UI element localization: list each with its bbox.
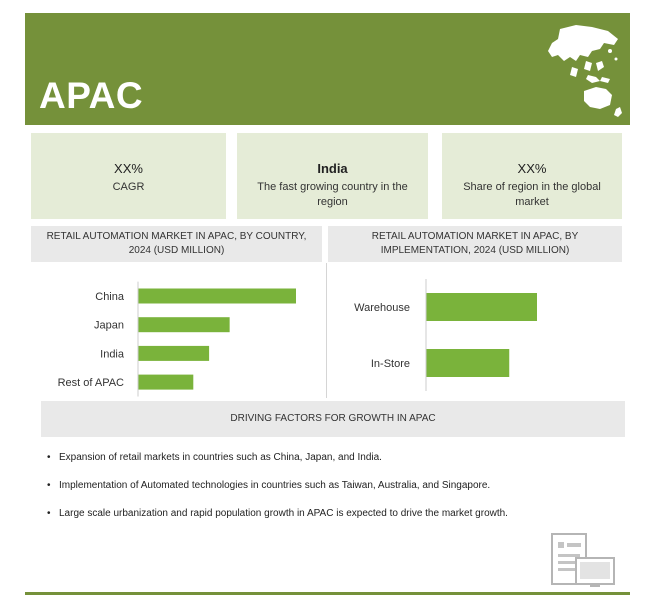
implementation-chart-title: RETAIL AUTOMATION MARKET IN APAC, BY IMPLEMENTATION, 2024 (USD MILLION) <box>328 226 622 262</box>
country-chart-title: RETAIL AUTOMATION MARKET IN APAC, BY COUNTRY, 2024 (USD MILLION) <box>31 226 322 262</box>
stat-fastest-growing <box>237 133 428 219</box>
stat-fastest-growing-label: The fast growing country in the region <box>257 181 408 208</box>
region-title: APAC <box>39 75 144 116</box>
list-item: • Expansion of retail markets in countries such as China, Japan, and India. <box>47 452 382 463</box>
bar-label: China <box>95 291 124 303</box>
bar-label: India <box>100 348 124 361</box>
country-bar-chart <box>31 278 321 398</box>
region-banner <box>25 13 630 125</box>
stat-region-share-value: XX% <box>517 161 547 176</box>
bar <box>426 349 509 377</box>
bar <box>138 375 193 390</box>
implementation-bar-chart <box>328 285 622 385</box>
list-item: • Large scale urbanization and rapid population growth in APAC is expected to drive the market growth. <box>47 508 508 519</box>
bar <box>138 346 209 361</box>
chart-divider <box>326 263 327 398</box>
stat-cagr-label: CAGR <box>112 181 145 193</box>
bar-label: Rest of APAC <box>57 377 124 390</box>
stat-region-share-label: Share of region in the global market <box>463 181 601 208</box>
bottom-rule <box>25 592 630 595</box>
bar-label: In-Store <box>370 358 410 370</box>
list-item: • Implementation of Automated technologies in countries such as Taiwan, Australia, and Singapore. <box>47 480 491 491</box>
bar-label: Warehouse <box>354 302 410 314</box>
drivers-heading: DRIVING FACTORS FOR GROWTH IN APAC <box>41 401 625 437</box>
stat-fastest-growing-value: India <box>317 161 348 176</box>
stat-cagr <box>31 133 226 219</box>
bar-label: Japan <box>94 319 124 332</box>
document-monitor-icon <box>550 532 618 588</box>
stat-region-share <box>442 133 622 219</box>
bar <box>426 293 537 321</box>
stat-cagr-value: XX% <box>114 161 143 176</box>
world-map-icon <box>530 21 626 121</box>
drivers-list <box>47 450 508 534</box>
bar <box>138 317 230 332</box>
bar <box>138 289 296 304</box>
